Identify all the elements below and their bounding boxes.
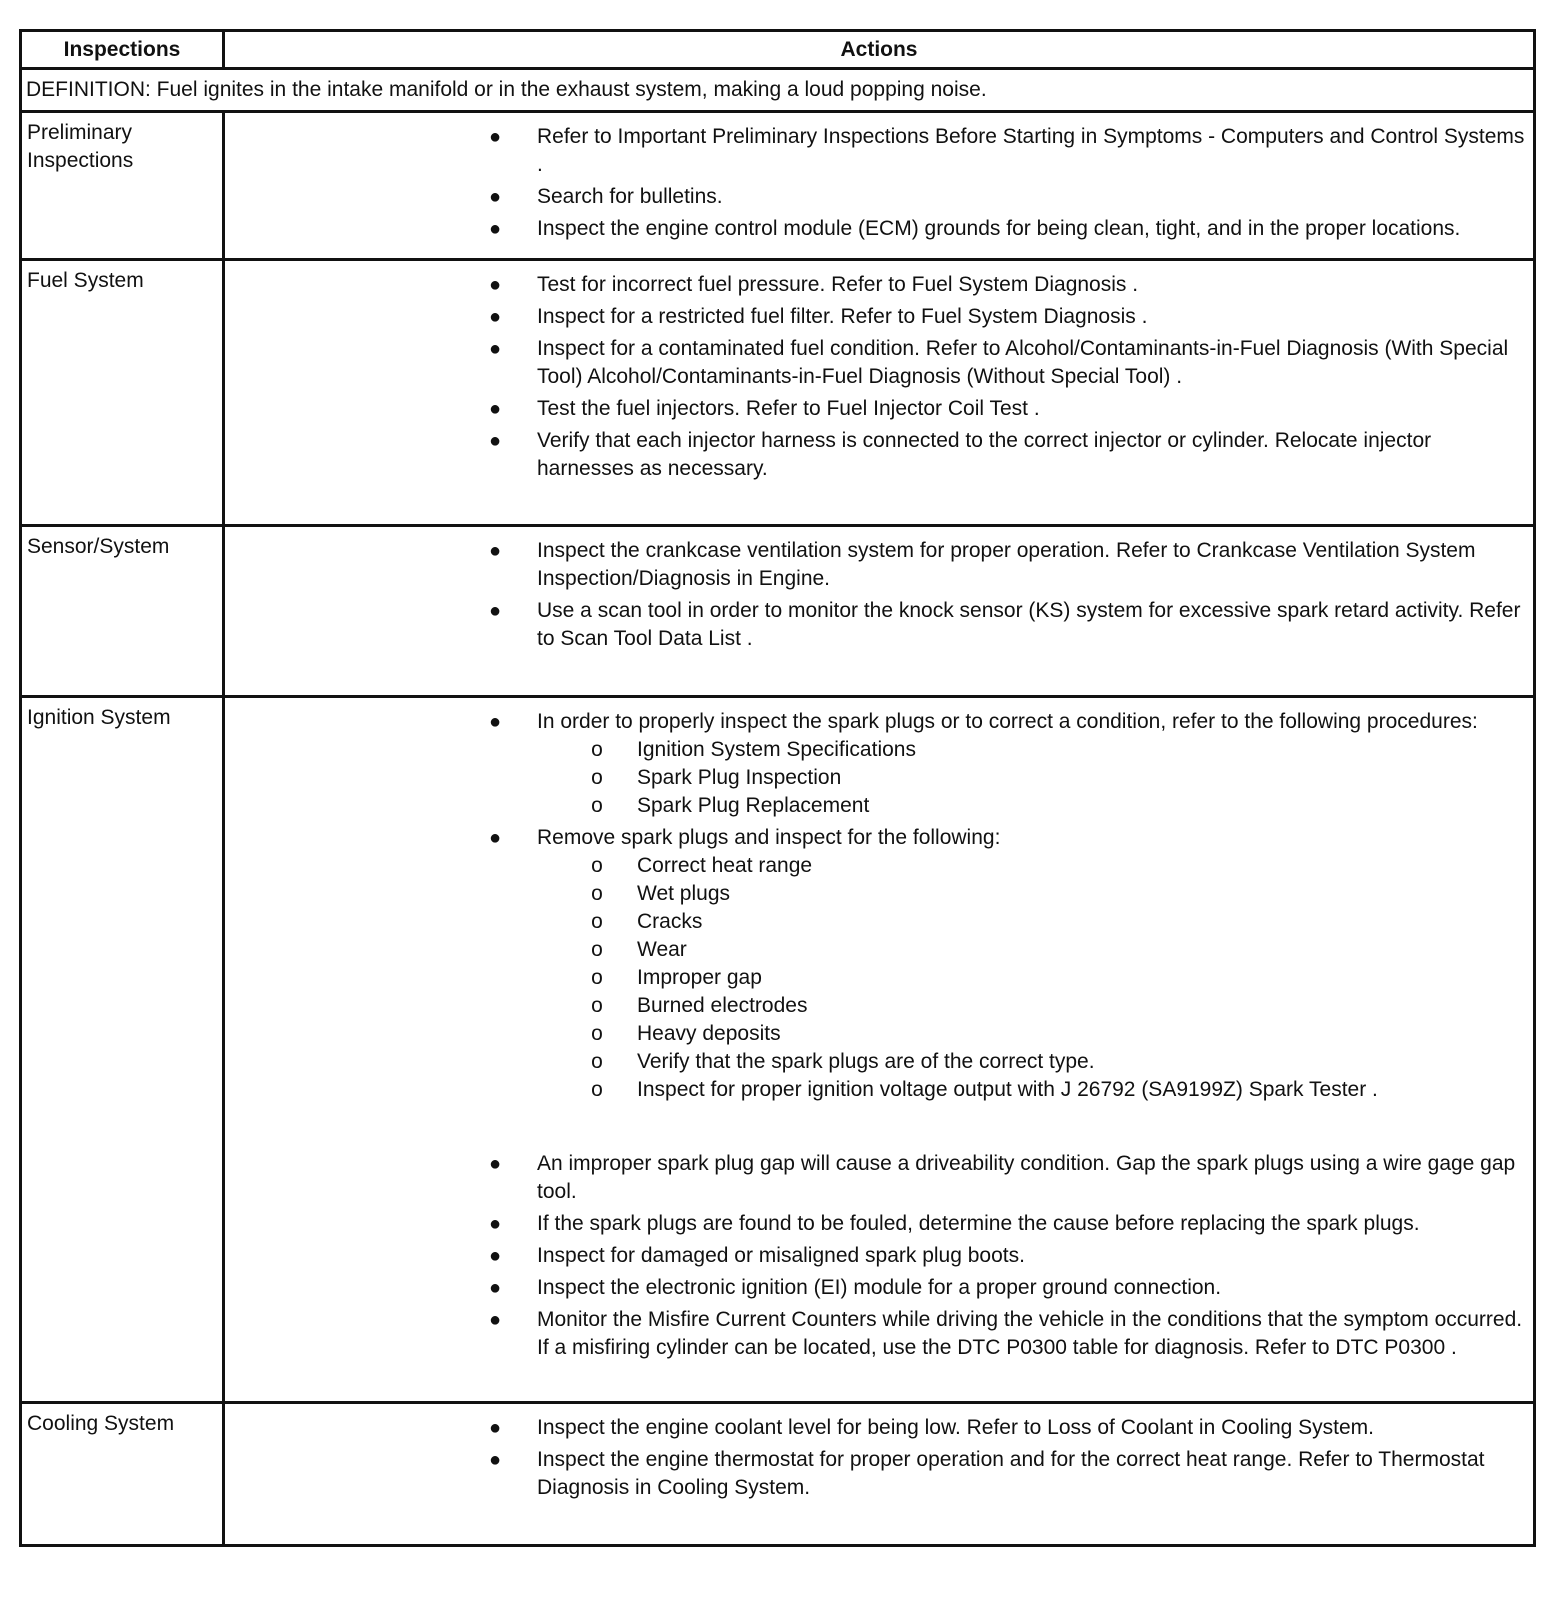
list-item [225, 1446, 1525, 1502]
sub-item-text: Burned electrodes [637, 994, 808, 1017]
bullet-icon: ● [488, 600, 502, 622]
action-text: Inspect the electronic ignition (EI) module for a proper ground connection. [537, 1276, 1222, 1299]
definition-row [21, 69, 1535, 112]
sub-list-item [225, 792, 1525, 820]
table-row [21, 526, 1535, 697]
sub-list-item [225, 880, 1525, 908]
list-item [225, 215, 1525, 243]
sub-list [537, 736, 1525, 820]
sub-list-item [225, 1048, 1525, 1076]
sub-list-item [225, 1020, 1525, 1048]
list-item [225, 1414, 1525, 1442]
action-text: Verify that each injector harness is connected to the correct injector or cylinder. Relocate injector harnesses as necessary. [537, 429, 1432, 480]
sub-item-text: Inspect for proper ignition voltage output with J 26792 (SA9199Z) Spark Tester . [637, 1078, 1378, 1101]
list-item [225, 824, 1525, 1146]
diagnostic-table [19, 29, 1536, 1547]
sub-bullet-icon: o [591, 738, 603, 761]
action-text: Refer to Important Preliminary Inspections Before Starting in Symptoms - Computers and Control Systems . [537, 125, 1525, 176]
sub-item-text: Spark Plug Inspection [637, 766, 842, 789]
action-list [225, 271, 1525, 483]
sub-list-item [225, 764, 1525, 792]
bullet-icon: ● [488, 186, 502, 208]
bullet-icon: ● [488, 274, 502, 296]
action-text: Inspect for damaged or misaligned spark plug boots. [537, 1244, 1025, 1267]
sub-bullet-icon: o [591, 882, 603, 905]
sub-item-text: Spark Plug Replacement [637, 794, 870, 817]
action-text: Use a scan tool in order to monitor the knock sensor (KS) system for excessive spark retard activity. Refer to Scan Tool Data List . [537, 599, 1521, 650]
definition-text: DEFINITION: Fuel ignites in the intake manifold or in the exhaust system, making a loud popping noise. [21, 69, 1535, 112]
bullet-icon: ● [488, 126, 502, 148]
bullet-icon: ● [488, 827, 502, 849]
bullet-icon: ● [488, 430, 502, 452]
actions-cell [224, 526, 1535, 697]
list-item [225, 597, 1525, 653]
action-text: Inspect the engine thermostat for proper operation and for the correct heat range. Refer to Thermostat Diagnosis in Cooling System. [537, 1448, 1485, 1499]
sub-list-item [225, 992, 1525, 1020]
bullet-icon: ● [488, 338, 502, 360]
sub-list-item [225, 736, 1525, 764]
action-text: Test for incorrect fuel pressure. Refer to Fuel System Diagnosis . [537, 273, 1139, 296]
sub-bullet-icon: o [591, 1078, 603, 1101]
inspection-label: Preliminary Inspections [21, 112, 224, 260]
action-list [225, 123, 1525, 243]
sub-item-text: Verify that the spark plugs are of the correct type. [637, 1050, 1095, 1073]
sub-item-text: Cracks [637, 910, 703, 933]
bullet-icon: ● [488, 1417, 502, 1439]
action-text: An improper spark plug gap will cause a driveability condition. Gap the spark plugs using a wire gage gap tool. [537, 1152, 1516, 1203]
inspection-label: Cooling System [21, 1403, 224, 1546]
sub-bullet-icon: o [591, 994, 603, 1017]
action-list [225, 537, 1525, 653]
list-item [225, 1150, 1525, 1206]
action-text: Test the fuel injectors. Refer to Fuel Injector Coil Test . [537, 397, 1040, 420]
sub-item-text: Correct heat range [637, 854, 813, 877]
bullet-icon: ● [488, 1449, 502, 1471]
action-text: Inspect for a contaminated fuel condition. Refer to Alcohol/Contaminants-in-Fuel Diagnosis (With Special Tool) Alcohol/Contaminants-in-Fuel Diagnosis (Without Special Tool) . [537, 337, 1509, 388]
sub-bullet-icon: o [591, 910, 603, 933]
table-row [21, 260, 1535, 526]
sub-list-item [225, 964, 1525, 992]
actions-cell [224, 1403, 1535, 1546]
bullet-icon: ● [488, 1245, 502, 1267]
sub-item-text: Heavy deposits [637, 1022, 781, 1045]
bullet-icon: ● [488, 540, 502, 562]
list-item [225, 1242, 1525, 1270]
bullet-icon: ● [488, 711, 502, 733]
bullet-icon: ● [488, 398, 502, 420]
list-item [225, 395, 1525, 423]
bullet-icon: ● [488, 1153, 502, 1175]
header-actions: Actions [224, 31, 1535, 69]
sub-list-item [225, 1076, 1525, 1104]
sub-item-text: Ignition System Specifications [637, 738, 916, 761]
action-text: Inspect for a restricted fuel filter. Refer to Fuel System Diagnosis . [537, 305, 1148, 328]
sub-item-text: Improper gap [637, 966, 762, 989]
bullet-icon: ● [488, 218, 502, 240]
action-list [225, 1414, 1525, 1502]
list-item [225, 303, 1525, 331]
action-text: Search for bulletins. [537, 185, 723, 208]
list-item [225, 1306, 1525, 1362]
sub-bullet-icon: o [591, 938, 603, 961]
action-text: Remove spark plugs and inspect for the following: [537, 826, 1001, 849]
action-text: In order to properly inspect the spark plugs or to correct a condition, refer to the following procedures: [537, 710, 1478, 733]
sub-list-item [225, 852, 1525, 880]
sub-bullet-icon: o [591, 966, 603, 989]
action-text: Inspect the engine coolant level for being low. Refer to Loss of Coolant in Cooling System. [537, 1416, 1374, 1439]
action-text: If the spark plugs are found to be fouled, determine the cause before replacing the spark plugs. [537, 1212, 1420, 1235]
action-text: Monitor the Misfire Current Counters while driving the vehicle in the conditions that the symptom occurred. If a misfiring cylinder can be located, use the DTC P0300 table for diagnosis. Refer to DTC P0300 . [537, 1308, 1523, 1359]
sub-bullet-icon: o [591, 1050, 603, 1073]
list-spacer [537, 1104, 1525, 1146]
action-list [225, 708, 1525, 1362]
actions-cell [224, 260, 1535, 526]
header-row [21, 31, 1535, 69]
table-row [21, 112, 1535, 260]
header-inspections: Inspections [21, 31, 224, 69]
sub-bullet-icon: o [591, 766, 603, 789]
list-item [225, 427, 1525, 483]
list-item [225, 537, 1525, 593]
list-item [225, 335, 1525, 391]
list-item [225, 123, 1525, 179]
list-item [225, 708, 1525, 820]
bullet-icon: ● [488, 306, 502, 328]
sub-list [537, 852, 1525, 1104]
action-text: Inspect the engine control module (ECM) grounds for being clean, tight, and in the proper locations. [537, 217, 1461, 240]
list-item [225, 271, 1525, 299]
action-text: Inspect the crankcase ventilation system for proper operation. Refer to Crankcase Ventilation System Inspection/Diagnosis in Engine. [537, 539, 1476, 590]
actions-cell [224, 112, 1535, 260]
actions-cell [224, 697, 1535, 1403]
inspection-label: Ignition System [21, 697, 224, 1403]
inspection-label: Fuel System [21, 260, 224, 526]
sub-list-item [225, 908, 1525, 936]
list-item [225, 183, 1525, 211]
inspection-label: Sensor/System [21, 526, 224, 697]
table-row [21, 697, 1535, 1403]
bullet-icon: ● [488, 1277, 502, 1299]
list-item [225, 1274, 1525, 1302]
table-row [21, 1403, 1535, 1546]
sub-bullet-icon: o [591, 854, 603, 877]
list-item [225, 1210, 1525, 1238]
bullet-icon: ● [488, 1213, 502, 1235]
sub-item-text: Wet plugs [637, 882, 730, 905]
bullet-icon: ● [488, 1309, 502, 1331]
sub-bullet-icon: o [591, 1022, 603, 1045]
sub-bullet-icon: o [591, 794, 603, 817]
sub-list-item [225, 936, 1525, 964]
sub-item-text: Wear [637, 938, 687, 961]
